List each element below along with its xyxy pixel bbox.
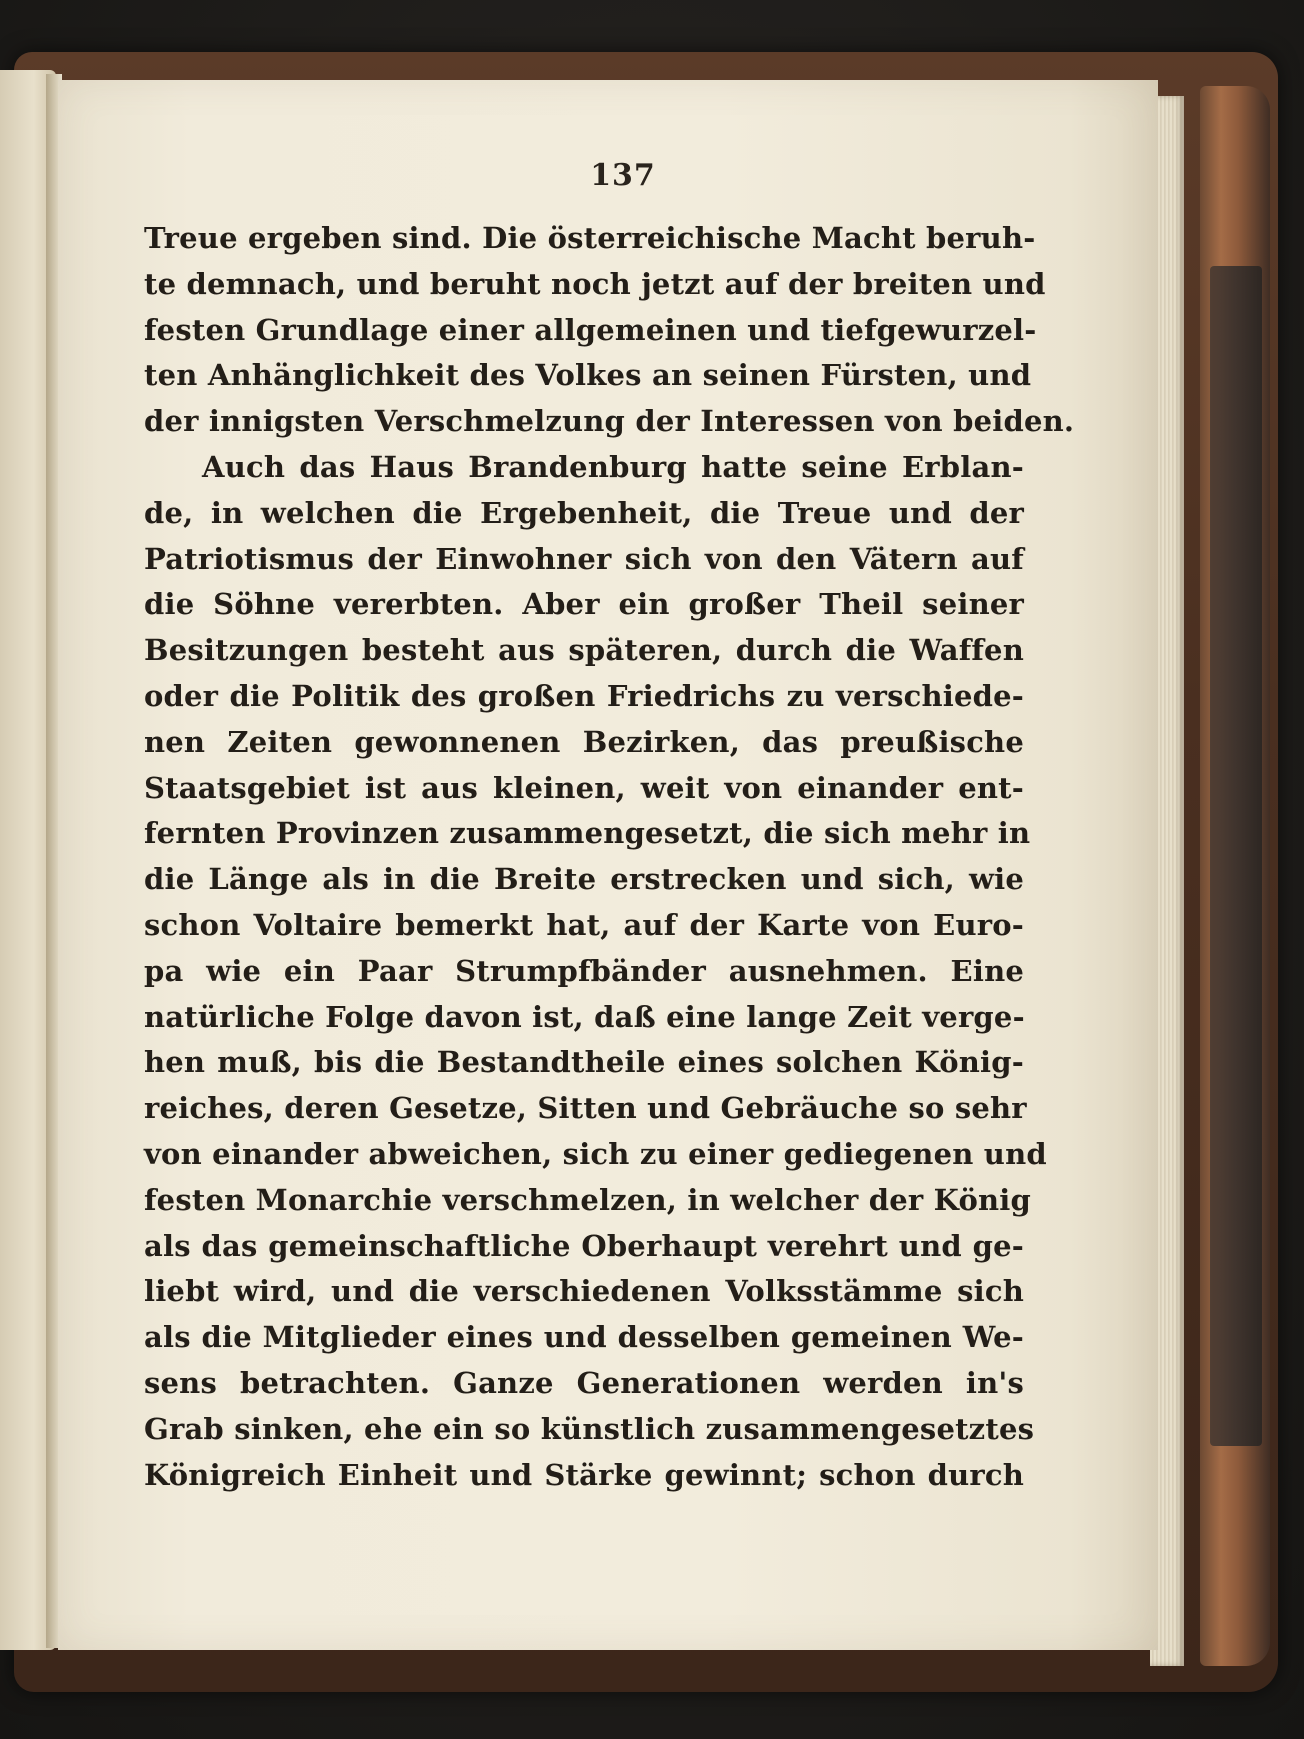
text-line: die Söhne vererbten. Aber ein großer Theil seiner xyxy=(144,587,1024,622)
text-line: Königreich Einheit und Stärke gewinnt; schon durch xyxy=(144,1457,1024,1492)
text-line: fernten Provinzen zusammengesetzt, die sich mehr in xyxy=(144,816,1031,851)
text-line: pa wie ein Paar Strumpfbänder ausnehmen. Eine xyxy=(144,953,1024,988)
text-line: als die Mitglieder eines und desselben gemeinen We- xyxy=(144,1320,1024,1355)
text-line: als das gemeinschaftliche Oberhaupt verehrt und ge- xyxy=(144,1228,1024,1263)
text-line: hen muß, bis die Bestandtheile eines solchen König- xyxy=(144,1045,1024,1080)
text-line: festen Grundlage einer allgemeinen und tiefgewurzel- xyxy=(144,312,1037,347)
text-line: oder die Politik des großen Friedrichs zu verschiede- xyxy=(144,678,1024,713)
text-line: sens betrachten. Ganze Generationen werden in's xyxy=(144,1365,1024,1400)
page-text xyxy=(144,216,1075,1498)
text-line: Patriotismus der Einwohner sich von den Vätern auf xyxy=(144,541,1024,576)
text-line: natürliche Folge davon ist, daß eine lange Zeit verge- xyxy=(144,999,1025,1034)
text-line: Treue ergeben sind. Die österreichische Macht beruh- xyxy=(144,221,1036,255)
text-line: festen Monarchie verschmelzen, in welcher der König xyxy=(144,1182,1031,1217)
page-number: 137 xyxy=(590,158,656,193)
text-line: te demnach, und beruht noch jetzt auf der breiten und xyxy=(144,266,1046,301)
text-line: Besitzungen besteht aus späteren, durch die Waffen xyxy=(144,633,1024,668)
text-line: nen Zeiten gewonnenen Bezirken, das preußische xyxy=(144,724,1024,759)
text-line: de, in welchen die Ergebenheit, die Treue und der xyxy=(144,495,1024,530)
book-page xyxy=(58,80,1158,1650)
worn-leather-patch xyxy=(1210,266,1262,1446)
text-line: der innigsten Verschmelzung der Interessen von beiden. xyxy=(144,404,1075,439)
text-line: von einander abweichen, sich zu einer gediegenen und xyxy=(144,1136,1047,1171)
text-line: Staatsgebiet ist aus kleinen, weit von einander ent- xyxy=(144,770,1024,805)
cover-spine-edge xyxy=(1200,86,1270,1666)
text-line: ten Anhänglichkeit des Volkes an seinen Fürsten, und xyxy=(144,358,1032,393)
text-line: Auch das Haus Brandenburg hatte seine Erblan- xyxy=(202,449,1024,484)
text-line: liebt wird, und die verschiedenen Volksstämme sich xyxy=(144,1274,1024,1309)
text-line: reiches, deren Gesetze, Sitten und Gebräuche so sehr xyxy=(144,1091,1027,1126)
text-line: schon Voltaire bemerkt hat, auf der Karte von Euro- xyxy=(144,907,1024,942)
text-line: Grab sinken, ehe ein so künstlich zusammengesetztes xyxy=(144,1411,1035,1446)
text-line: die Länge als in die Breite erstrecken und sich, wie xyxy=(144,862,1024,897)
